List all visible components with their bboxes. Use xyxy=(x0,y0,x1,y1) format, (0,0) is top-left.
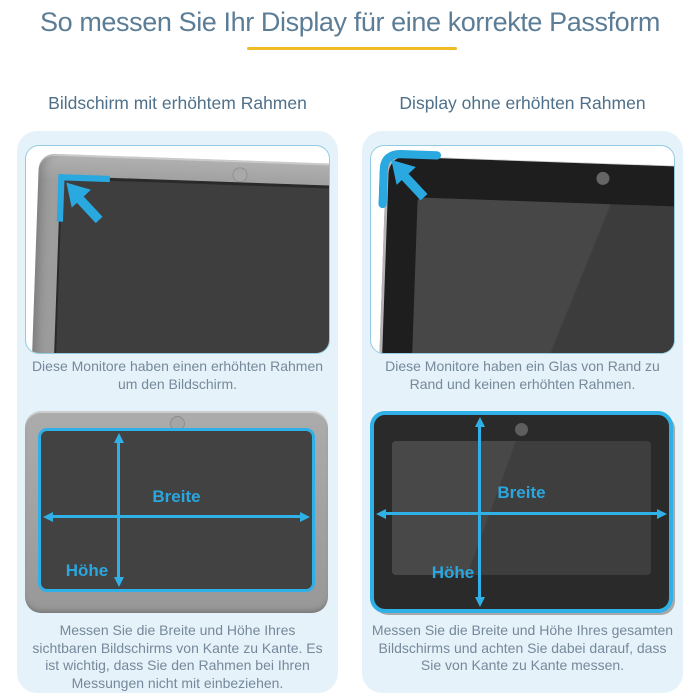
flush-glass-panel xyxy=(362,131,683,693)
column-title-raised-bezel: Bildschirm mit erhöhtem Rahmen xyxy=(48,93,307,113)
webcam-icon xyxy=(596,172,609,185)
raised-bezel-description: Diese Monitore haben einen erhöhten Rahmen um den Bildschirm. xyxy=(31,358,324,392)
flush-glass-measurement-instructions: Messen Sie die Breite und Höhe Ihres gesamten Bildschirms und achten Sie dabei darauf, dass Sie von Kante zu Kante messen. xyxy=(371,622,674,673)
width-arrow xyxy=(52,515,301,518)
flush-glass-corner-illustration xyxy=(370,145,675,354)
monitor-screen xyxy=(409,197,675,354)
raised-bezel-corner-illustration xyxy=(25,145,330,354)
height-arrow xyxy=(117,442,120,578)
height-label: Höhe xyxy=(431,563,475,582)
monitor-glass-bezel xyxy=(370,411,673,613)
monitor-screen xyxy=(392,441,651,575)
monitor-screen xyxy=(51,176,330,354)
webcam-icon xyxy=(515,423,528,436)
raised-bezel-panel xyxy=(17,131,338,693)
monitor-corner-graphic xyxy=(30,153,330,354)
column-title-flush-glass: Display ohne erhöhten Rahmen xyxy=(399,93,646,113)
width-label: Breite xyxy=(497,483,546,502)
raised-bezel-measurement-instructions: Messen Sie die Breite und Höhe Ihres sichtbaren Bildschirms von Kante zu Kante. Es ist wichtig, dass Sie den Rahmen bei Ihren Messungen nicht mit einbeziehen. xyxy=(32,622,323,691)
flush-glass-description: Diese Monitore haben ein Glas von Rand zu Rand und keinen erhöhten Rahmen. xyxy=(385,358,660,392)
height-label: Höhe xyxy=(65,561,109,580)
raised-bezel-measurement-graphic xyxy=(25,411,328,613)
width-arrow xyxy=(385,512,658,515)
corner-arrow-icon xyxy=(55,173,123,237)
monitor-screen xyxy=(38,428,315,592)
monitor-corner-graphic xyxy=(377,155,675,354)
page-title: So messen Sie Ihr Display für eine korrekte Passform xyxy=(40,7,660,37)
title-underline xyxy=(247,47,457,50)
webcam-icon xyxy=(232,167,248,183)
flush-glass-measurement-graphic xyxy=(370,411,673,613)
corner-arrow-icon xyxy=(378,148,446,212)
width-label: Breite xyxy=(152,487,201,506)
monitor-glass-bezel xyxy=(377,155,675,354)
